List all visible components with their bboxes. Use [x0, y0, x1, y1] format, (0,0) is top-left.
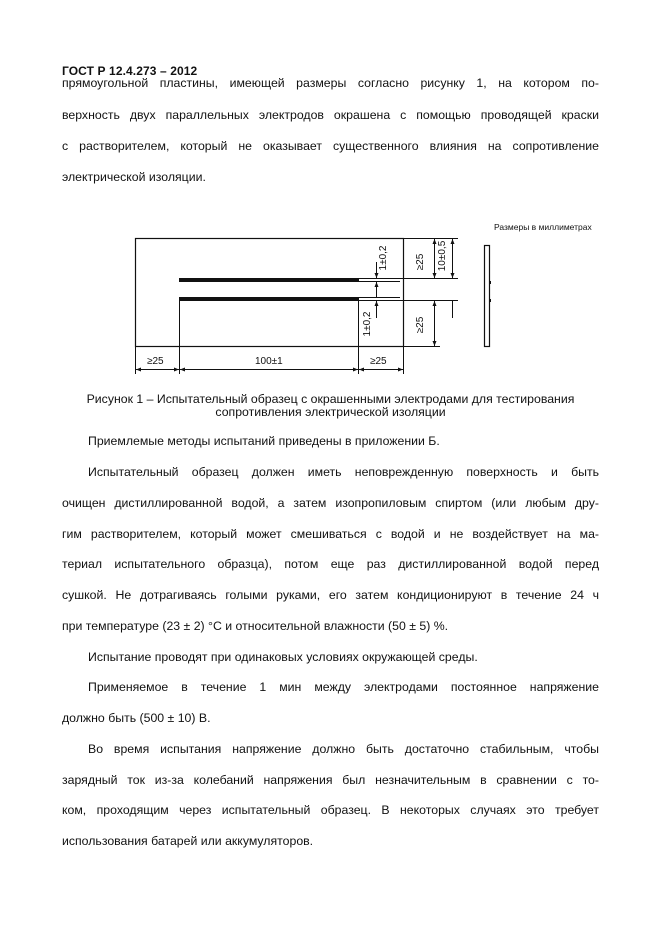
specimen-figure — [0, 0, 661, 400]
paragraph-line: зарядный ток из-за колебаний напряжения был незначительным в сравнении с то- — [62, 773, 599, 787]
specimen-side-view — [485, 246, 490, 347]
dim-label: 100±1 — [255, 356, 283, 367]
paragraph-line: использования батарей или аккумуляторов. — [62, 834, 314, 848]
paragraph-line: гим растворителем, который может смешиваться с водой и не воздействует на ма- — [62, 527, 599, 541]
paragraph-line: ком, проходящим через испытательный образец. В некоторых случаях это требует — [62, 803, 599, 817]
dim-label: 10±0,5 — [437, 240, 448, 272]
dim-label: ≥25 — [415, 253, 426, 271]
dim-label: ≥25 — [370, 356, 387, 367]
paragraph-line: должно быть (500 ± 10) В. — [62, 711, 211, 725]
dim-label: 1±0,2 — [378, 245, 389, 271]
paragraph-line: электрической изоляции. — [62, 170, 206, 184]
figure-caption: Рисунок 1 – Испытательный образец с окрашенными электродами для тестирования — [86, 392, 575, 406]
paragraph-line: с растворителем, который не оказывает существенного влияния на сопротивление — [62, 139, 599, 153]
document-header: ГОСТ Р 12.4.273 – 2012 — [62, 64, 198, 78]
electrode-top — [180, 279, 359, 282]
paragraph-line: при температуре (23 ± 2) °C и относительной влажности (50 ± 5) %. — [62, 619, 449, 633]
paragraph-line: Приемлемые методы испытаний приведены в приложении Б. — [88, 434, 440, 448]
paragraph-line: Во время испытания напряжение должно быть достаточно стабильным, чтобы — [88, 742, 599, 756]
electrode-bottom — [180, 298, 359, 301]
dim-label: ≥25 — [147, 356, 164, 367]
paragraph-line: Применяемое в течение 1 мин между электродами постоянное напряжение — [88, 680, 599, 694]
paragraph-line: сушкой. Не дотрагиваясь голыми руками, его затем кондиционируют в течение 24 ч — [62, 588, 599, 602]
dim-label: ≥25 — [415, 316, 426, 334]
paragraph-line: очищен дистиллированной водой, а затем изопропиловым спиртом (или любым дру- — [62, 496, 599, 510]
paragraph-line: териал испытательного образца), потом еще раз дистиллированной водой перед — [62, 557, 599, 571]
dim-label: 1±0,2 — [362, 311, 373, 337]
figure-caption: сопротивления электрической изоляции — [215, 405, 446, 419]
paragraph-line: прямоугольной пластины, имеющей размеры согласно рисунку 1, на котором по- — [62, 76, 599, 90]
paragraph-line: Испытательный образец должен иметь неповрежденную поверхность и быть — [88, 465, 599, 479]
paragraph-line: верхность двух параллельных электродов окрашена с помощью проводящей краски — [62, 108, 599, 122]
figure-units-note: Размеры в миллиметрах — [494, 222, 592, 232]
paragraph-line: Испытание проводят при одинаковых условиях окружающей среды. — [88, 650, 478, 664]
